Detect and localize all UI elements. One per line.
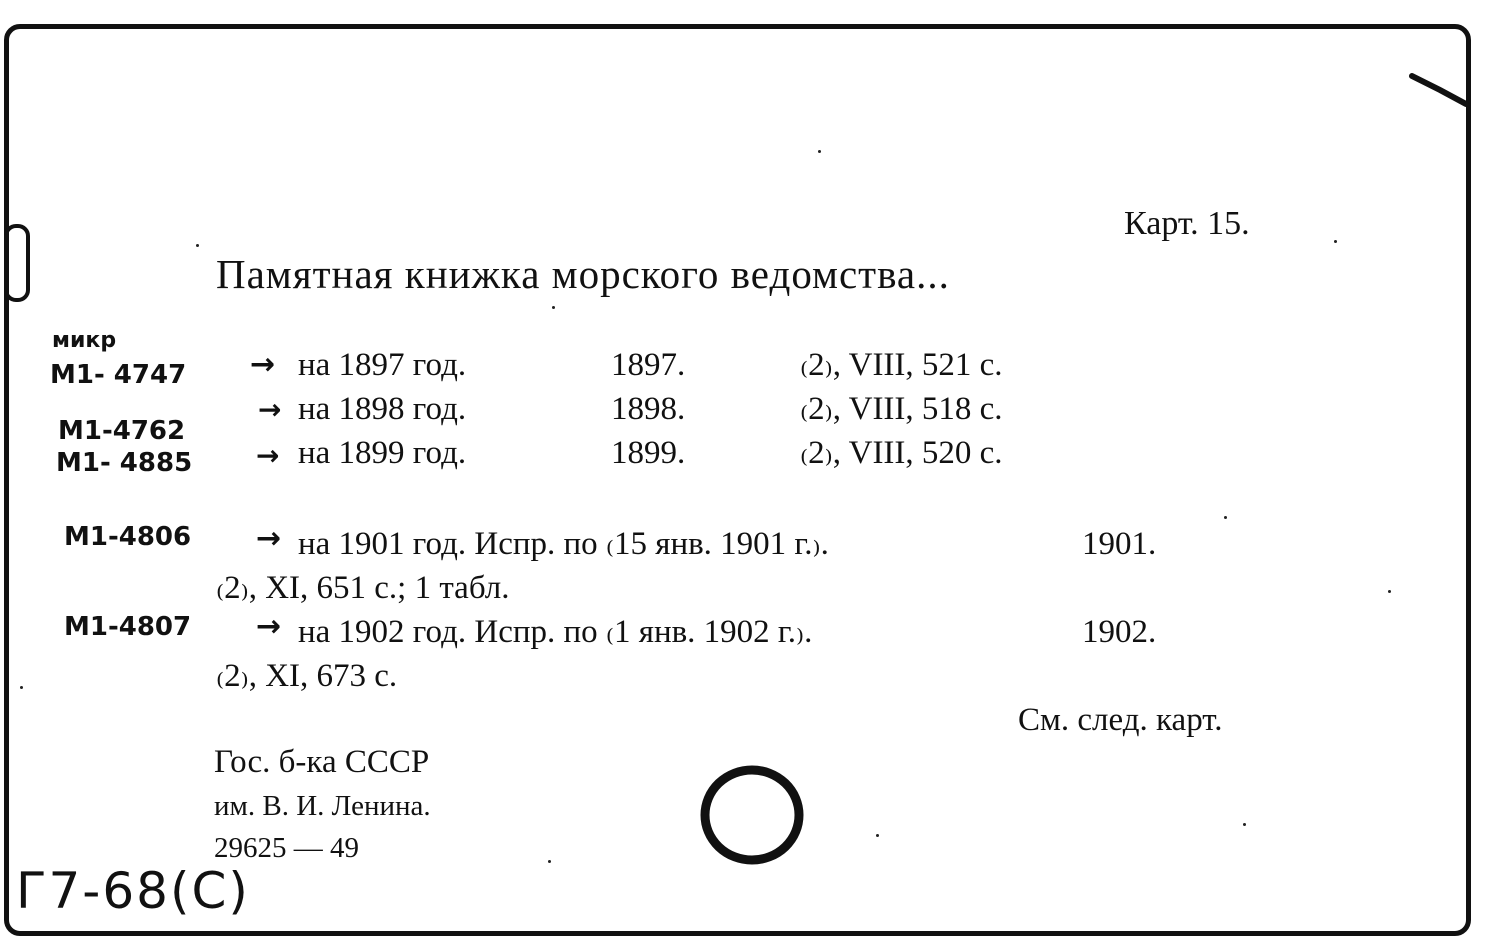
see-next-card: См. след. карт. <box>1018 702 1223 738</box>
arrow-icon: → <box>250 347 276 382</box>
handwritten-shelfmark-1: М1- 4747 <box>50 360 187 390</box>
entry-1902-line2: ₍2₎, XI, 673 с. <box>216 658 398 694</box>
speck <box>548 860 551 863</box>
entry-1899-text: на 1899 год. <box>298 435 467 471</box>
handwritten-mikr: микр <box>52 328 117 353</box>
entry-1898-year: 1898. <box>611 391 686 427</box>
arrow-icon: → <box>256 439 280 472</box>
entry-1901-line2: ₍2₎, XI, 651 с.; 1 табл. <box>216 570 510 606</box>
entry-1901-year: 1901. <box>1082 526 1157 562</box>
pen-stroke-icon <box>1412 76 1466 104</box>
library-order-number: 29625 — 49 <box>214 832 359 864</box>
entry-1902-line1: на 1902 год. Испр. по ₍1 янв. 1902 г.₎. <box>298 614 813 650</box>
entry-1897-text: на 1897 год. <box>298 347 467 383</box>
arrow-icon: → <box>258 393 282 426</box>
entry-1897-pages: ₍2₎, VIII, 521 с. <box>800 347 1003 383</box>
handwritten-shelfmark-2: М1-4762 <box>58 416 186 446</box>
ring-stamp-icon <box>705 770 799 860</box>
speck <box>1334 240 1337 243</box>
entry-1898-text: на 1898 год. <box>298 391 467 427</box>
library-name: Гос. б-ка СССР <box>214 744 430 780</box>
speck <box>20 686 23 689</box>
arrow-icon: → <box>256 609 282 644</box>
entry-1898-pages: ₍2₎, VIII, 518 с. <box>800 391 1003 427</box>
entry-1899-year: 1899. <box>611 435 686 471</box>
speck <box>1224 516 1227 519</box>
punch-hole-icon <box>6 226 28 300</box>
speck <box>818 150 821 153</box>
speck <box>552 306 555 309</box>
library-named-after: им. В. И. Ленина. <box>214 790 431 822</box>
handwritten-call-number: Г7-68(С) <box>16 862 250 920</box>
card-number: Карт. 15. <box>1124 205 1250 242</box>
entry-1899-pages: ₍2₎, VIII, 520 с. <box>800 435 1003 471</box>
entry-1902-year: 1902. <box>1082 614 1157 650</box>
handwritten-shelfmark-5: М1-4807 <box>64 612 192 642</box>
speck <box>876 834 879 837</box>
entry-1901-line1: на 1901 год. Испр. по ₍15 янв. 1901 г.₎. <box>298 526 829 562</box>
card-title: Памятная книжка морского ведомства... <box>216 251 950 297</box>
speck <box>1388 590 1391 593</box>
arrow-icon: → <box>256 521 282 556</box>
handwritten-shelfmark-3: М1- 4885 <box>56 448 193 478</box>
speck <box>1243 823 1246 826</box>
speck <box>196 244 199 247</box>
handwritten-shelfmark-4: М1-4806 <box>64 522 192 552</box>
entry-1897-year: 1897. <box>611 347 686 383</box>
